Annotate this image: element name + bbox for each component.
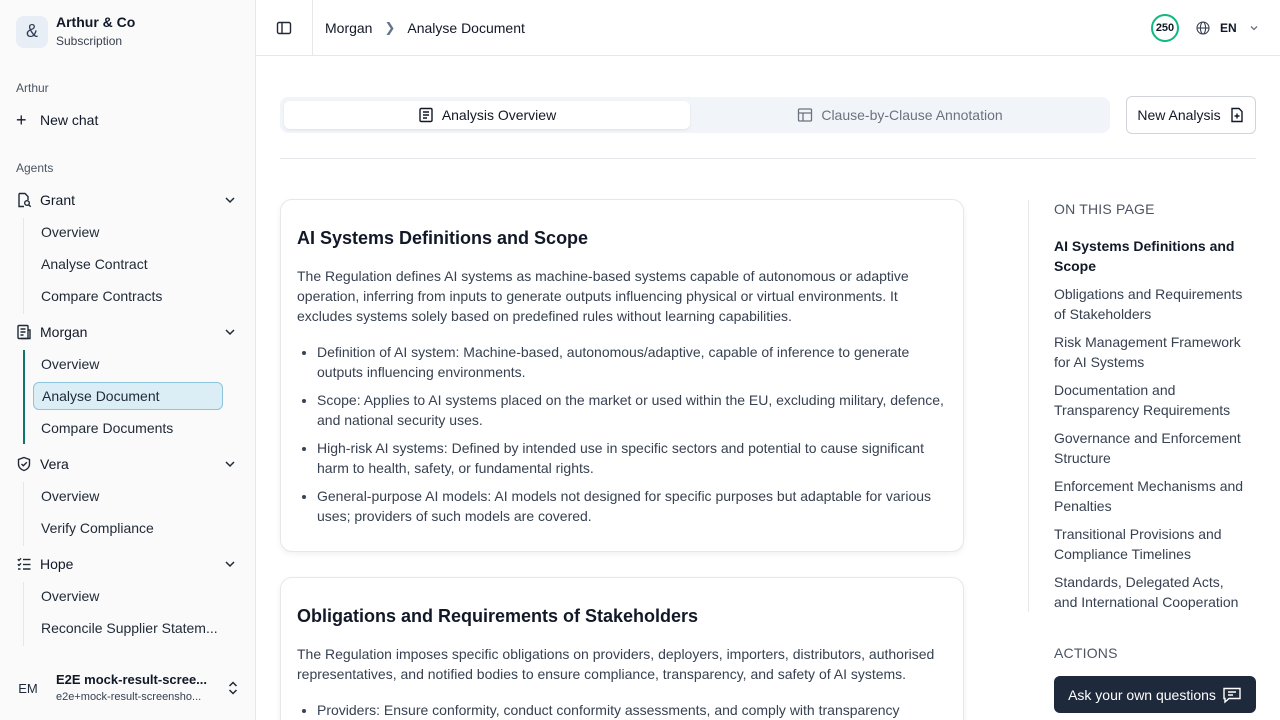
org-name: Arthur & Co	[56, 14, 136, 30]
agent-name: Grant	[40, 192, 76, 208]
chevron-down-icon	[222, 556, 238, 572]
new-chat-button[interactable]	[16, 110, 98, 130]
sidebar-toggle-icon[interactable]	[276, 20, 292, 36]
sidebar-item-analyse-contract[interactable]: Analyse Contract	[41, 256, 148, 272]
ask-questions-button[interactable]	[1054, 676, 1256, 713]
message-lines-icon	[1222, 686, 1242, 704]
header-divider	[312, 0, 313, 56]
user-email: e2e+mock-result-screensho...	[56, 690, 202, 703]
shield-check-icon	[16, 456, 32, 472]
section-summary: The Regulation defines AI systems as machine-based systems capable of autonomous or adaptive operation, inferring from inputs to generate outputs influencing physical or virtual environments. It excludes systems solely based on predefined rules without learning capabilities.	[297, 268, 909, 324]
document-lines-icon	[418, 107, 434, 123]
chevrons-up-down-icon	[226, 680, 240, 696]
toc-item[interactable]: Documentation and Transparency Requirements	[1054, 382, 1231, 418]
toc-item[interactable]: Governance and Enforcement Structure	[1054, 430, 1241, 466]
language-code: EN	[1220, 21, 1237, 35]
language-selector[interactable]	[1196, 18, 1259, 38]
chevron-down-icon	[222, 324, 238, 340]
document-list-icon	[16, 324, 32, 340]
sidebar-item-hope-overview[interactable]: Overview	[41, 588, 100, 604]
user-menu[interactable]	[12, 668, 248, 708]
view-tabs	[280, 97, 1110, 133]
globe-icon	[1196, 21, 1210, 35]
toc-item[interactable]: AI Systems Definitions and Scope	[1054, 238, 1235, 274]
sidebar-item-reconcile-supplier[interactable]: Reconcile Supplier Statem...	[41, 620, 218, 636]
list-item: • High-risk AI systems: Defined by intended use in specific sectors and potential to cause significant harm to health, safety, or fundamental rights.	[317, 438, 947, 478]
org-switcher[interactable]	[16, 14, 135, 49]
chevron-down-icon	[1249, 23, 1259, 33]
agent-hope[interactable]	[16, 552, 240, 576]
chevron-down-icon	[222, 192, 238, 208]
new-chat-label: New chat	[40, 112, 99, 128]
tab-analysis-overview[interactable]	[284, 101, 690, 129]
section-title: AI Systems Definitions and Scope	[297, 228, 589, 248]
list-item: • Scope: Applies to AI systems placed on the market or used within the EU, excluding military, defence, and national security uses.	[317, 390, 947, 430]
credits-badge[interactable]: 250	[1151, 14, 1179, 42]
section-bullets	[297, 342, 947, 526]
plus-icon: +	[16, 110, 27, 130]
agent-name: Vera	[40, 456, 69, 472]
content-divider	[280, 158, 1256, 159]
toc-item[interactable]: Transitional Provisions and Compliance Timelines	[1054, 526, 1222, 562]
section-label: Arthur	[16, 81, 49, 95]
breadcrumb-morgan[interactable]: Morgan	[325, 20, 373, 36]
sidebar-item-compare-contracts[interactable]: Compare Contracts	[41, 288, 163, 304]
toc-item[interactable]: Enforcement Mechanisms and Penalties	[1054, 478, 1244, 514]
top-header	[256, 0, 1280, 56]
breadcrumb	[325, 18, 525, 38]
tab-label: Analysis Overview	[441, 107, 557, 123]
sidebar-item-grant-overview[interactable]: Overview	[41, 224, 100, 240]
toc-item[interactable]: Standards, Delegated Acts, and International Cooperation	[1054, 574, 1239, 610]
sidebar	[0, 0, 256, 720]
section-summary: The Regulation imposes specific obligations on providers, deployers, importers, distributors, authorised representatives, and notified bodies to ensure compliance, transparency, and safety of AI systems.	[297, 646, 935, 682]
actions-title: ACTIONS	[1054, 645, 1118, 661]
file-plus-icon	[1229, 107, 1245, 123]
new-analysis-label: New Analysis	[1137, 107, 1221, 123]
org-plan: Subscription	[56, 34, 123, 48]
toc-item[interactable]: Obligations and Requirements of Stakeholders	[1054, 286, 1243, 322]
user-name: E2E mock-result-scree...	[56, 671, 208, 687]
section-title: Obligations and Requirements of Stakeholders	[297, 606, 699, 626]
sidebar-item-vera-overview[interactable]: Overview	[41, 488, 100, 504]
table-columns-icon	[797, 107, 813, 123]
ampersand-logo-icon: &	[16, 16, 48, 48]
list-item: • General-purpose AI models: AI models not designed for specific purposes but adaptable for various uses; providers of such models are covered.	[317, 486, 947, 526]
breadcrumb-current: Analyse Document	[407, 20, 525, 36]
chevron-down-icon	[222, 456, 238, 472]
checklist-icon	[16, 556, 32, 572]
section-card	[280, 577, 964, 720]
section-card	[280, 199, 964, 552]
ask-questions-label: Ask your own questions	[1068, 686, 1216, 703]
avatar: EM	[18, 680, 38, 696]
submenu-line	[23, 218, 24, 314]
submenu-line	[23, 482, 24, 546]
sidebar-item-analyse-document[interactable]: Analyse Document	[33, 382, 223, 410]
on-this-page-title: ON THIS PAGE	[1054, 201, 1155, 217]
list-item: • Providers: Ensure conformity, conduct conformity assessments, and comply with transparency	[317, 700, 947, 720]
chevron-right-icon: ❯	[384, 20, 396, 35]
agent-name: Morgan	[40, 324, 88, 340]
table-of-contents	[1054, 236, 1250, 620]
agent-grant[interactable]	[16, 188, 240, 212]
toc-divider	[1028, 200, 1029, 612]
submenu-line-active	[23, 350, 25, 444]
section-bullets	[297, 700, 947, 720]
agent-name: Hope	[40, 556, 74, 572]
tab-clause-annotation[interactable]	[694, 101, 1106, 129]
agent-morgan[interactable]	[16, 320, 240, 344]
sidebar-item-morgan-overview[interactable]: Overview	[41, 356, 100, 372]
new-analysis-button[interactable]	[1126, 96, 1256, 134]
list-item: • Definition of AI system: Machine-based, autonomous/adaptive, capable of inference to generate outputs influencing environments.	[317, 342, 947, 382]
toc-item[interactable]: Risk Management Framework for AI Systems	[1054, 334, 1241, 370]
agent-vera[interactable]	[16, 452, 240, 476]
document-search-icon	[16, 192, 32, 208]
submenu-line	[23, 582, 24, 646]
sidebar-item-verify-compliance[interactable]: Verify Compliance	[41, 520, 154, 536]
tab-label: Clause-by-Clause Annotation	[821, 107, 1003, 123]
agents-label: Agents	[16, 161, 54, 175]
sidebar-item-compare-documents[interactable]: Compare Documents	[41, 420, 174, 436]
